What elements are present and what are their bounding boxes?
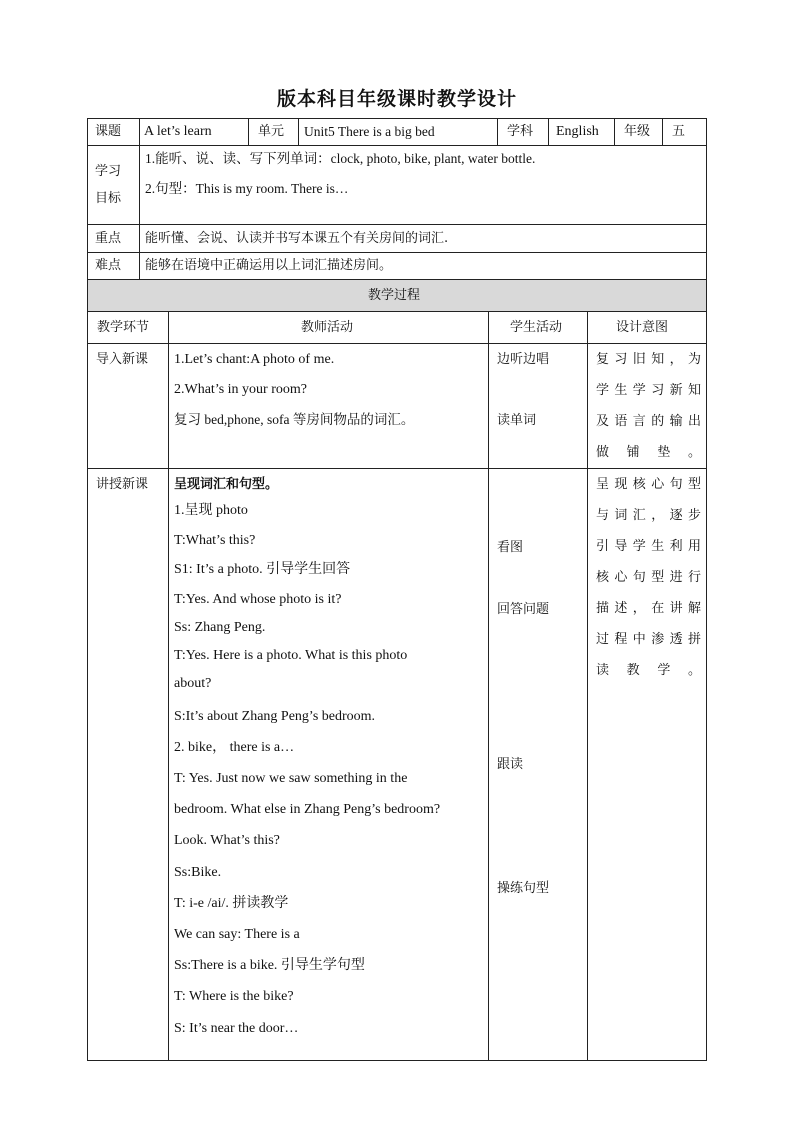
topic-label: 课题: [95, 124, 122, 139]
new-lesson-teacher-line: T:Yes. And whose photo is it?: [174, 592, 342, 607]
difficulty-label: 难点: [95, 258, 122, 273]
goals-label-line2: 目标: [95, 191, 122, 206]
table-border-right: [706, 118, 707, 1061]
grade-value: 五: [672, 124, 686, 139]
table-line: [298, 118, 299, 145]
new-lesson-teacher-line: We can say: There is a: [174, 927, 300, 942]
new-lesson-teacher-line: T:Yes. Here is a photo. What is this photo: [174, 648, 408, 663]
new-lesson-student-activity: 操练句型: [497, 881, 550, 896]
table-line: [548, 118, 549, 145]
table-line: [614, 118, 615, 145]
lead-in-teacher-line: 1.Let’s chant:A photo of me.: [174, 352, 335, 367]
goals-label-line1: 学习: [95, 164, 122, 179]
new-lesson-teacher-heading: 呈现词汇和句型。: [174, 477, 279, 492]
new-lesson-teacher-line: Ss:There is a bike. 引导生学句型: [174, 958, 365, 973]
table-line: [139, 118, 140, 279]
table-line: [87, 224, 707, 225]
new-lesson-teacher-line: Ss: Zhang Peng.: [174, 620, 266, 635]
table-line: [662, 118, 663, 145]
table-line: [87, 252, 707, 253]
column-header-stage: 教学环节: [97, 320, 150, 335]
lead-in-stage: 导入新课: [96, 352, 149, 367]
subject-value: English: [556, 124, 599, 139]
new-lesson-purpose: 呈现核心句型与词汇，逐步引导学生利用核心句型进行描述，在讲解过程中渗透拼读教学。: [596, 477, 704, 678]
new-lesson-teacher-line: T: Where is the bike?: [174, 989, 294, 1004]
new-lesson-student-activity: 回答问题: [497, 602, 550, 617]
table-line: [248, 118, 249, 145]
lead-in-purpose: 复习旧知，为学生学习新知及语言的输出做铺垫。: [596, 352, 704, 460]
new-lesson-student-activity: 看图: [497, 540, 524, 555]
new-lesson-teacher-line: T: Yes. Just now we saw something in the: [174, 771, 408, 786]
unit-label: 单元: [258, 124, 285, 139]
subject-label: 学科: [507, 124, 534, 139]
difficulty-value: 能够在语境中正确运用以上词汇描述房间。: [145, 258, 393, 273]
new-lesson-teacher-line: 1.呈现 photo: [174, 503, 248, 518]
column-header-purpose: 设计意图: [616, 320, 669, 335]
column-header-teacher: 教师活动: [301, 320, 354, 335]
new-lesson-teacher-line: Ss:Bike.: [174, 865, 222, 880]
key-point-value: 能听懂、会说、认读并书写本课五个有关房间的词汇.: [145, 231, 449, 246]
document-title: 版本科目年级课时教学设计: [276, 88, 517, 110]
column-header-student: 学生活动: [510, 320, 563, 335]
goals-line2: 2.句型：This is my room. There is…: [145, 181, 349, 196]
lead-in-teacher-line: 复习 bed,phone, sofa 等房间物品的词汇。: [174, 412, 415, 427]
new-lesson-teacher-line: T: i-e /ai/. 拼读教学: [174, 896, 289, 911]
table-line: [497, 118, 498, 145]
new-lesson-teacher-line: 2. bike， there is a…: [174, 740, 295, 755]
unit-value: Unit5 There is a big bed: [304, 124, 435, 139]
key-point-label: 重点: [95, 231, 122, 246]
table-line: [587, 311, 588, 1061]
new-lesson-teacher-line: S:It’s about Zhang Peng’s bedroom.: [174, 709, 376, 724]
table-line: [87, 1060, 707, 1061]
table-border-left: [87, 118, 88, 1061]
new-lesson-student-activity: 跟读: [497, 757, 524, 772]
goals-line1: 1.能听、说、读、写下列单词：clock, photo, bike, plant, water bottle.: [145, 151, 536, 166]
new-lesson-stage: 讲授新课: [96, 477, 149, 492]
process-header: 教学过程: [368, 288, 421, 303]
lead-in-teacher-line: 2.What’s in your room?: [174, 382, 307, 397]
new-lesson-teacher-line: S1: It’s a photo. 引导学生回答: [174, 562, 351, 577]
topic-value: A let’s learn: [144, 124, 212, 139]
table-line: [168, 311, 169, 1061]
lead-in-student-activity: 读单词: [497, 413, 537, 428]
new-lesson-teacher-line: about?: [174, 676, 212, 691]
new-lesson-teacher-line: Look. What’s this?: [174, 833, 280, 848]
table-line: [488, 311, 489, 1061]
lead-in-student-activity: 边听边唱: [497, 352, 550, 367]
table-line: [87, 145, 707, 146]
grade-label: 年级: [624, 124, 651, 139]
new-lesson-teacher-line: T:What’s this?: [174, 533, 256, 548]
table-line: [87, 311, 707, 312]
new-lesson-teacher-line: S: It’s near the door…: [174, 1021, 299, 1036]
new-lesson-teacher-line: bedroom. What else in Zhang Peng’s bedroom?: [174, 802, 441, 817]
